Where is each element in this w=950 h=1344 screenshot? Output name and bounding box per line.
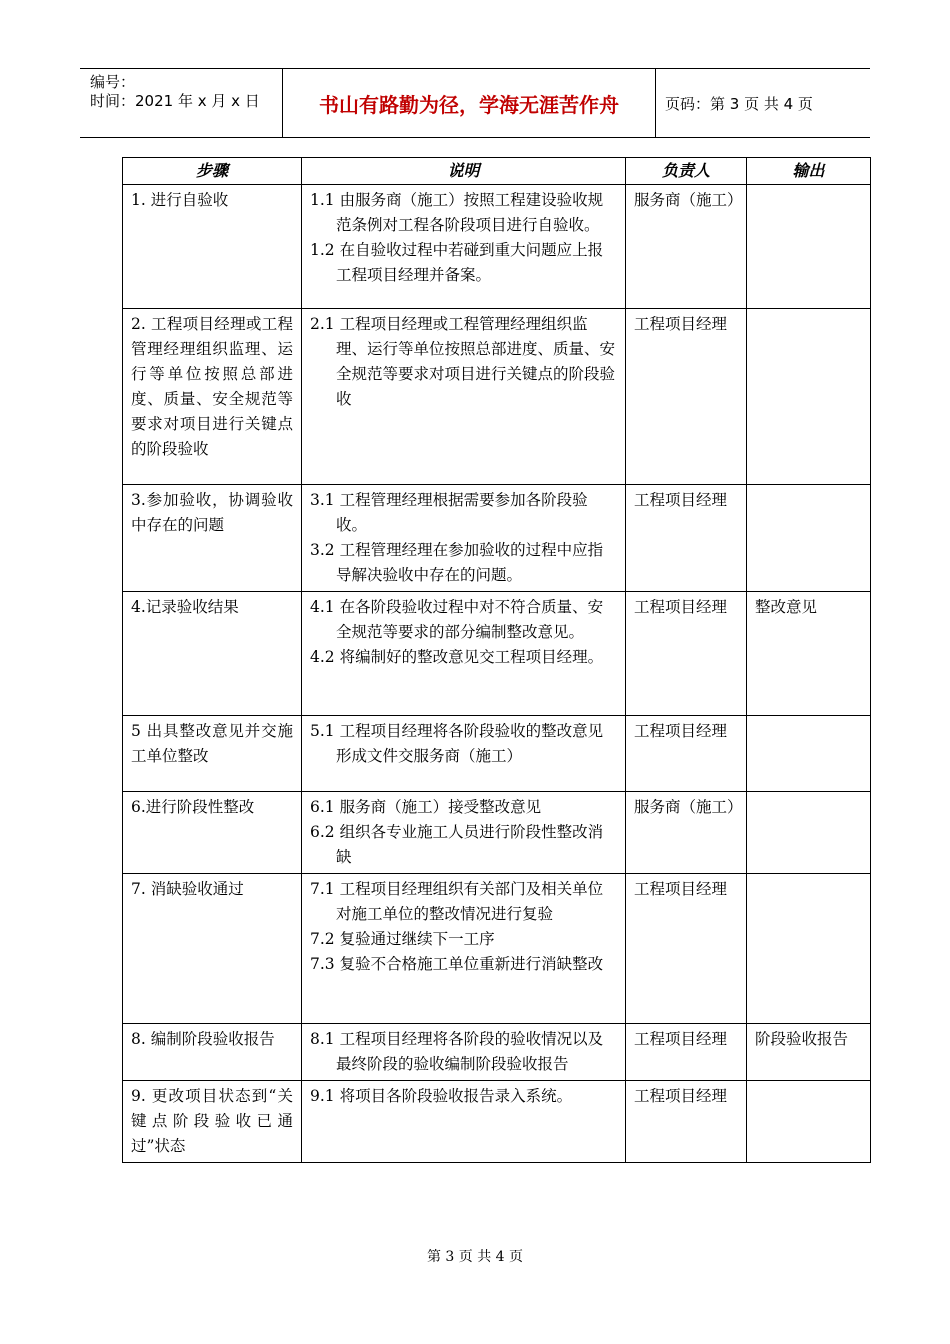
table-row <box>123 1024 871 1081</box>
description-item: 4.1 在各阶段验收过程中对不符合质量、安全规范等要求的部分编制整改意见。 <box>310 598 604 641</box>
description-cell <box>302 309 626 485</box>
description-item: 1.2 在自验收过程中若碰到重大问题应上报工程项目经理并备案。 <box>310 241 604 284</box>
description-cell <box>302 716 626 792</box>
step-cell: 5 出具整改意见并交施工单位整改 <box>123 716 302 792</box>
output-cell <box>747 716 871 792</box>
description-cell <box>302 1081 626 1163</box>
page-header <box>80 68 870 138</box>
output-cell <box>747 485 871 592</box>
step-cell: 1. 进行自验收 <box>123 185 302 309</box>
output-cell <box>747 792 871 874</box>
column-header-output: 输出 <box>747 158 871 185</box>
owner-cell: 工程项目经理 <box>626 592 747 716</box>
step-cell: 3.参加验收，协调验收中存在的问题 <box>123 485 302 592</box>
column-header-step: 步骤 <box>123 158 302 185</box>
description-item: 7.3 复验不合格施工单位重新进行消缺整改 <box>310 955 604 973</box>
table-row <box>123 1081 871 1163</box>
output-cell: 阶段验收报告 <box>747 1024 871 1081</box>
table-row <box>123 792 871 874</box>
column-header-owner: 负责人 <box>626 158 747 185</box>
description-item: 8.1 工程项目经理将各阶段的验收情况以及最终阶段的验收编制阶段验收报告 <box>310 1030 604 1073</box>
description-cell <box>302 592 626 716</box>
step-cell: 2. 工程项目经理或工程管理经理组织监理、运行等单位按照总部进度、质量、安全规范等要求对项目进行关键点的阶段验收 <box>123 309 302 485</box>
header-motto: 书山有路勤为径，学海无涯苦作舟 <box>283 69 656 137</box>
header-meta <box>80 69 283 137</box>
column-header-description: 说明 <box>302 158 626 185</box>
description-item: 9.1 将项目各阶段验收报告录入系统。 <box>310 1087 573 1105</box>
table-row <box>123 716 871 792</box>
description-cell <box>302 185 626 309</box>
table-row <box>123 309 871 485</box>
owner-cell: 工程项目经理 <box>626 1024 747 1081</box>
output-cell <box>747 874 871 1024</box>
description-cell <box>302 792 626 874</box>
description-cell <box>302 485 626 592</box>
description-item: 2.1 工程项目经理或工程管理经理组织监理、运行等单位按照总部进度、质量、安全规范等要求对项目进行关键点的阶段验收 <box>310 315 616 408</box>
step-cell: 7. 消缺验收通过 <box>123 874 302 1024</box>
owner-cell: 工程项目经理 <box>626 874 747 1024</box>
step-cell: 4.记录验收结果 <box>123 592 302 716</box>
step-cell: 8. 编制阶段验收报告 <box>123 1024 302 1081</box>
description-item: 7.1 工程项目经理组织有关部门及相关单位对施工单位的整改情况进行复验 <box>310 880 604 923</box>
output-cell <box>747 309 871 485</box>
owner-cell: 服务商（施工） <box>626 185 747 309</box>
table-row <box>123 592 871 716</box>
description-item: 3.2 工程管理经理在参加验收的过程中应指导解决验收中存在的问题。 <box>310 541 604 584</box>
owner-cell: 工程项目经理 <box>626 485 747 592</box>
description-item: 5.1 工程项目经理将各阶段验收的整改意见形成文件交服务商（施工） <box>310 722 604 765</box>
owner-cell: 工程项目经理 <box>626 309 747 485</box>
table-header-row <box>123 158 871 185</box>
description-item: 1.1 由服务商（施工）按照工程建设验收规范条例对工程各阶段项目进行自验收。 <box>310 191 604 234</box>
page-footer: 第 3 页 共 4 页 <box>426 1249 524 1265</box>
description-cell <box>302 874 626 1024</box>
document-number-label: 编号： <box>90 73 136 91</box>
acceptance-process-table <box>122 157 871 1163</box>
header-page-number: 页码：第 3 页 共 4 页 <box>665 94 813 113</box>
description-item: 4.2 将编制好的整改意见交工程项目经理。 <box>310 648 604 666</box>
document-date: 时间：2021 年 x 月 x 日 <box>90 92 260 110</box>
table-row <box>123 874 871 1024</box>
description-item: 3.1 工程管理经理根据需要参加各阶段验收。 <box>310 491 588 534</box>
description-item: 6.1 服务商（施工）接受整改意见 <box>310 798 542 816</box>
description-item: 7.2 复验通过继续下一工序 <box>310 930 495 948</box>
output-cell <box>747 185 871 309</box>
owner-cell: 服务商（施工） <box>626 792 747 874</box>
table-row <box>123 485 871 592</box>
description-cell <box>302 1024 626 1081</box>
output-cell: 整改意见 <box>747 592 871 716</box>
description-item: 6.2 组织各专业施工人员进行阶段性整改消缺 <box>310 823 604 866</box>
step-cell: 6.进行阶段性整改 <box>123 792 302 874</box>
table-row <box>123 185 871 309</box>
owner-cell: 工程项目经理 <box>626 716 747 792</box>
owner-cell: 工程项目经理 <box>626 1081 747 1163</box>
step-cell: 9. 更改项目状态到“关键点阶段验收已通过”状态 <box>123 1081 302 1163</box>
output-cell <box>747 1081 871 1163</box>
